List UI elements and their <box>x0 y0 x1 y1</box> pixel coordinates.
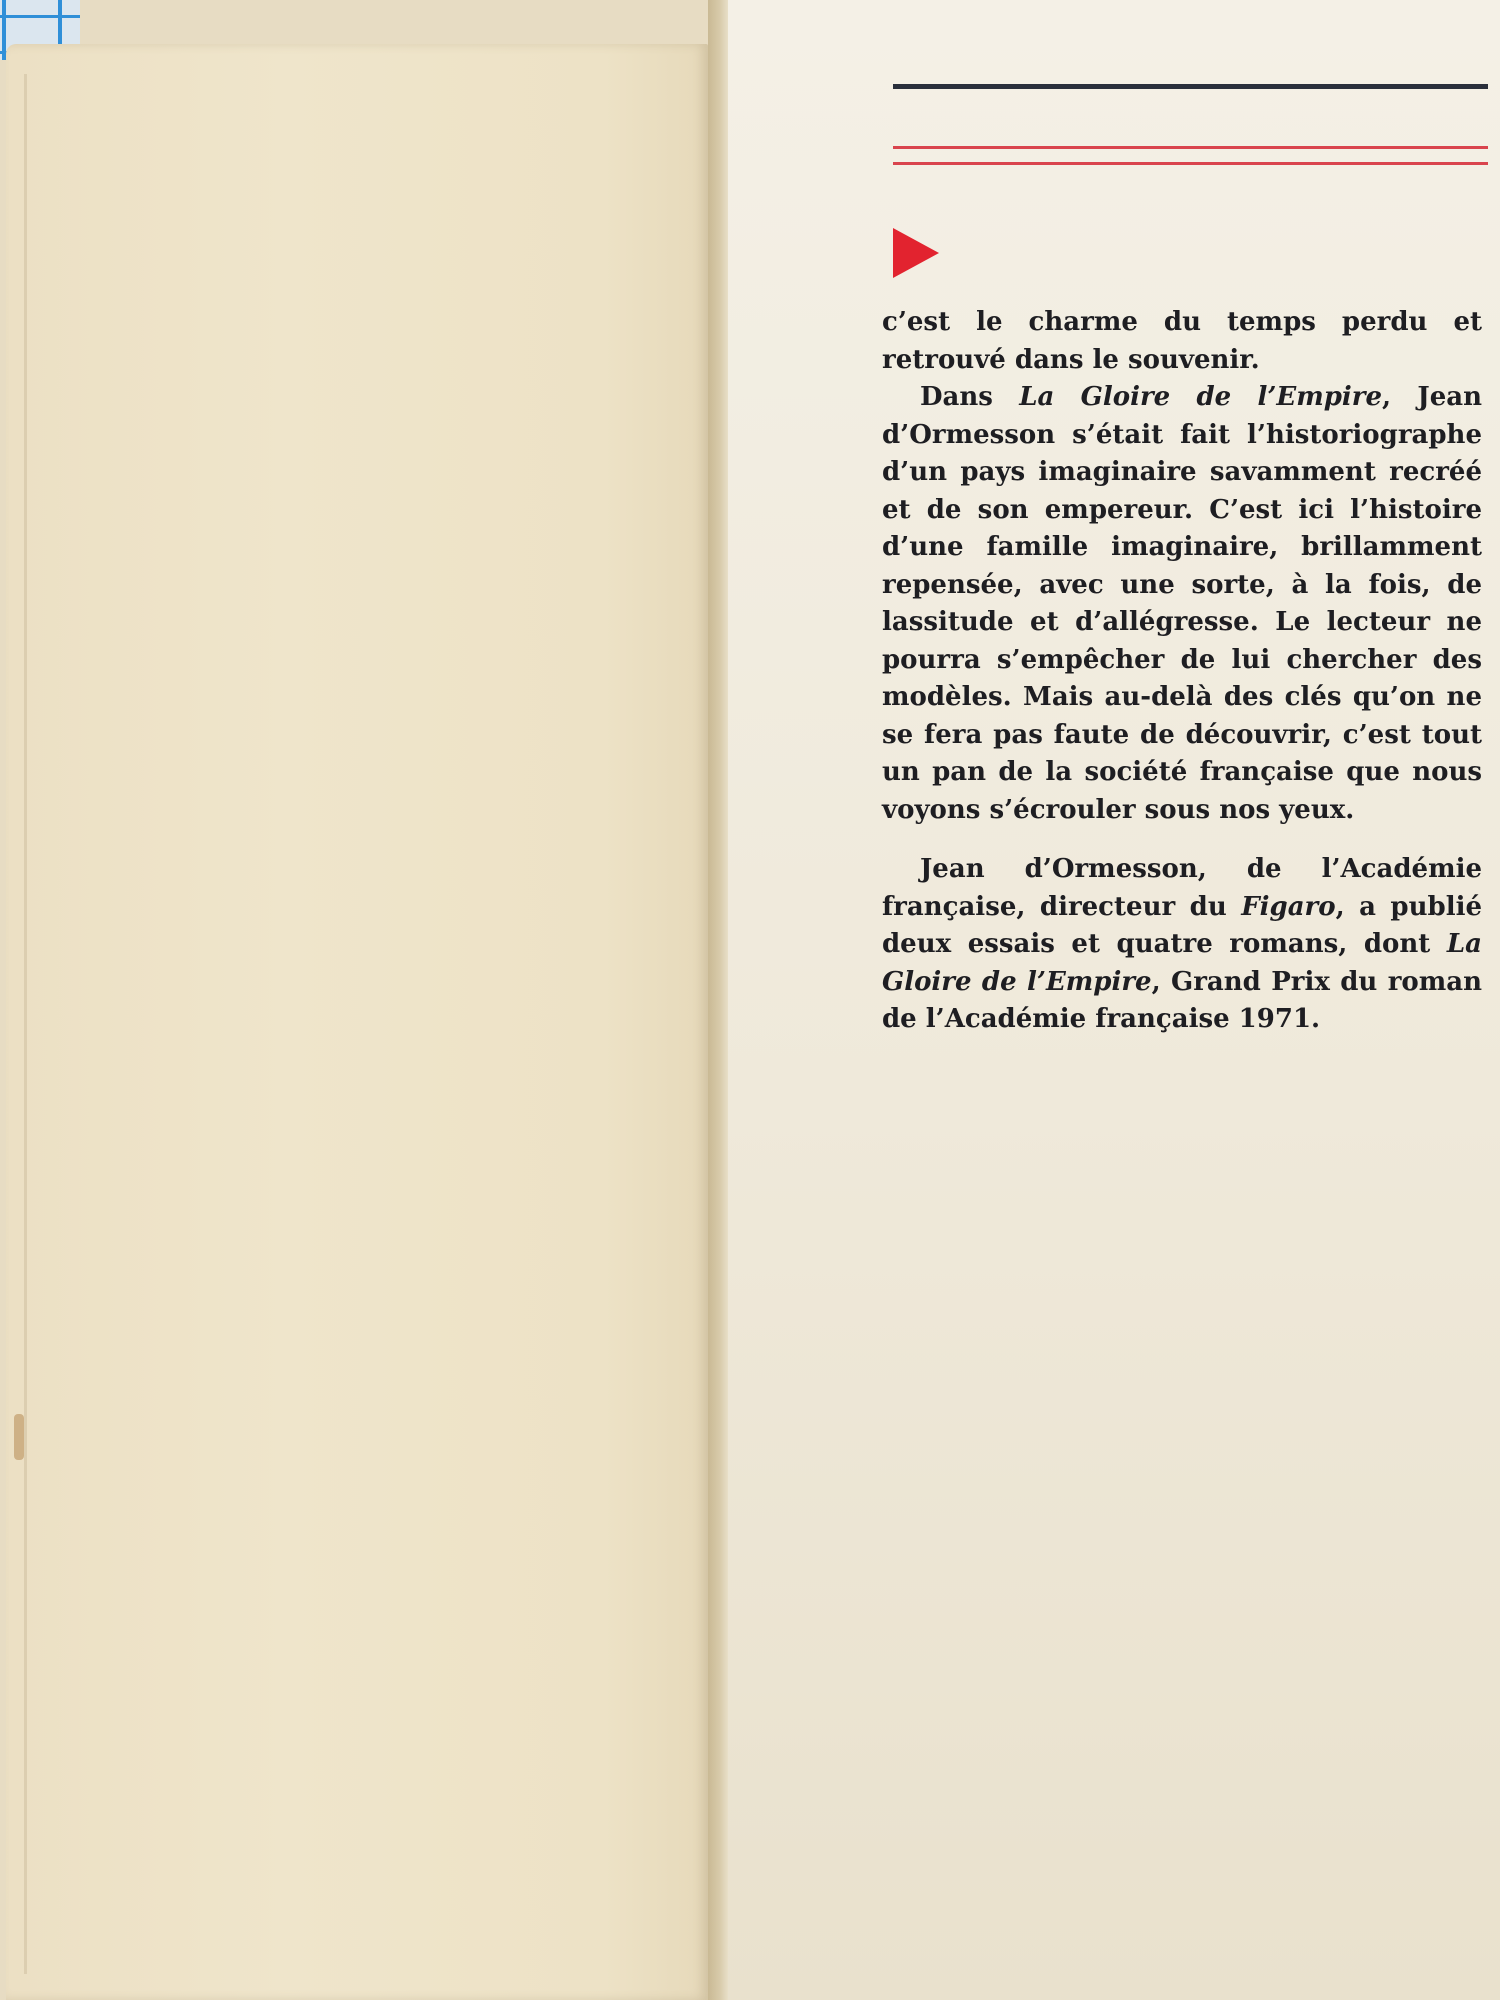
bio-text-a: Jean d’Ormesson, de l’Académie française, directeur du <box>882 854 1482 922</box>
newspaper-title-italic: Figaro <box>1241 891 1336 922</box>
blurb-text-column <box>882 304 1482 1039</box>
summary-text-c: , Jean d’Ormesson s’était fait l’historiographe d’un pays imaginaire savamment recréé et de son empereur. C’est ici l’histoire d’une famille imaginaire, brillamment repensée, avec une sorte, à la fois, de lassitude et d’allégresse. Le lecteur ne pourra s’empêcher de lui chercher des modèles. Mais au-delà des clés qu’on ne se fera pas faute de découvrir, c’est tout un pan de la société française que nous voyons s’écrouler sous nos yeux. <box>882 382 1482 825</box>
summary-text-a: Dans <box>920 382 1020 412</box>
red-rule-line-bottom <box>893 162 1488 165</box>
red-triangle-arrow-icon <box>893 228 939 278</box>
bio-text-e: , Grand Prix du roman de l’Académie française 1971. <box>882 966 1482 1034</box>
red-rule-line-top <box>893 146 1488 149</box>
book-gutter <box>708 0 728 2000</box>
paragraph-intro: c’est le charme du temps perdu et retrouvé dans le souvenir. <box>882 307 1482 375</box>
dark-rule-line <box>893 84 1488 89</box>
paragraph-summary <box>882 379 1482 829</box>
bio-text-c: , a publié deux essais et quatre romans, dont <box>882 891 1482 959</box>
paper-stain <box>14 1414 24 1460</box>
page-crease <box>24 74 27 1974</box>
paragraph-author-bio <box>882 851 1482 1039</box>
left-blank-page <box>6 44 708 2000</box>
book-title-italic: La Gloire de l’Empire <box>1019 382 1383 412</box>
bio-book-title-italic: La Gloire de l’Empire <box>882 929 1482 997</box>
